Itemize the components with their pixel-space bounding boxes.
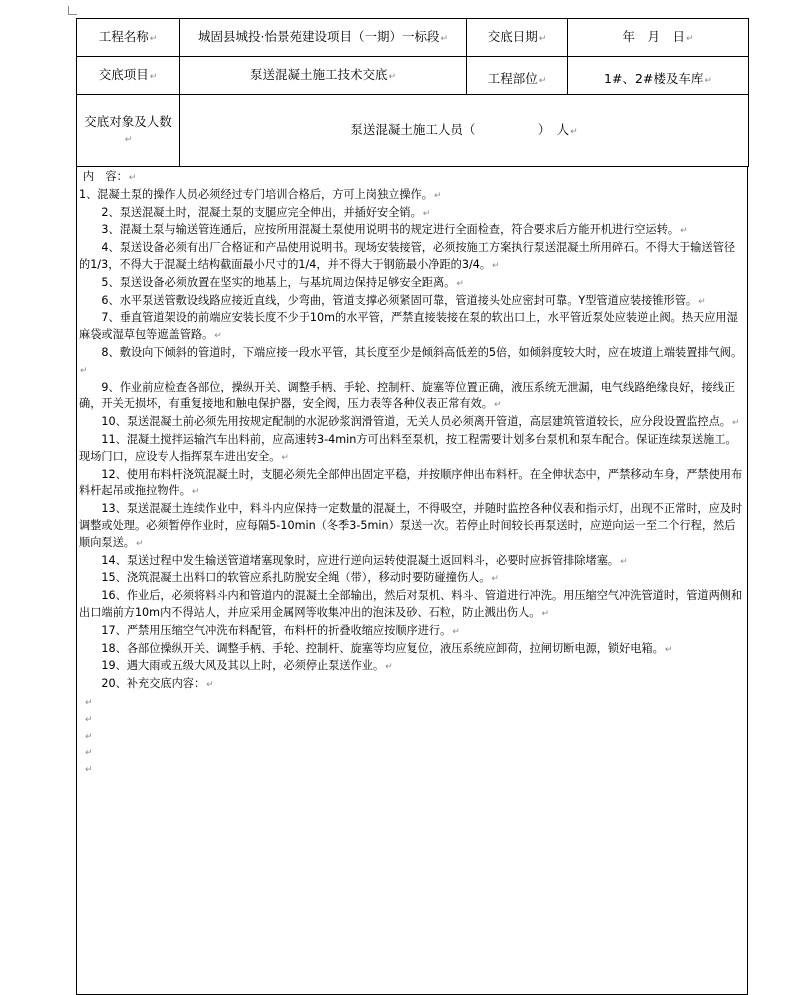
disclosure-form	[76, 18, 748, 995]
location-label: 工程部位↵	[467, 57, 568, 95]
header-table	[76, 18, 749, 167]
content-item-6: 6、水平泵送管敷设线路应接近直线，少弯曲，管道支撑必须紧固可靠，管道接头处应密封可靠。Y型管道应装接锥形管。↵	[101, 293, 706, 307]
item-value: 泵送混凝土施工技术交底↵	[180, 57, 467, 95]
content-item-11: 11、混凝土搅拌运输汽车出料前，应高速转3-4min方可出料至泵机，按工程需要计划多台泵机和泵车配合。保证连续泵送施工。现场门口，应设专人指挥泵车进出安全。↵	[79, 432, 737, 463]
content-item-14: 14、泵送过程中发生输送管道堵塞现象时，应进行逆向运转使混凝土返回料斗，必要时应拆管排除堵塞。↵	[101, 553, 628, 567]
content-item-19: 19、遇大雨或五级大风及其以上时，必须停止泵送作业。↵	[101, 659, 393, 673]
content-heading: 内 容：↵	[83, 170, 137, 183]
blank-line: ↵	[85, 748, 93, 759]
content-item-13: 13、泵送混凝土连续作业中，料斗内应保持一定数量的混凝土，不得吸空，并随时监控各种仪表和指示灯，出现不正常时，应及时调整或处理。必须暂停作业时，应每隔5-10min（冬季3-5min）泵送一次。若停止时间较长再泵送时，应逆向运一至二个行程，然后顺向泵送。↵	[79, 502, 743, 549]
content-item-20: 20、补充交底内容：↵	[101, 677, 214, 691]
audience-value: 泵送混凝土施工人员（ ） 人↵	[180, 95, 749, 167]
content-item-9: 9、作业前应检查各部位，操纵开关、调整手柄、手轮、控制杆、旋塞等位置正确，液压系统无泄漏，电气线路绝缘良好，接线正确，开关无损坏，有重复接地和触电保护器，安全阀，压力表等各种仪表正常有效。↵	[79, 380, 736, 411]
blank-line: ↵	[85, 714, 93, 725]
project-name-value: 城固县城投·怡景苑建设项目（一期）一标段↵	[180, 19, 467, 57]
page-corner-mark	[68, 6, 77, 15]
content-item-3: 3、混凝土泵与输送管连通后，应按所用混凝土泵使用说明书的规定进行全面检查，符合要求后方能开机进行空运转。↵	[101, 223, 688, 237]
content-item-10: 10、泵送混凝土前必须先用按规定配制的水泥砂浆润滑管道，无关人员必须离开管道，高层建筑管道较长，应分段设置监控点。↵	[101, 415, 740, 429]
project-name-label: 工程名称↵	[77, 19, 180, 57]
content-item-12: 12、使用布料杆浇筑混凝土时，支腿必须先全部伸出固定平稳，并按顺序伸出布料杆。在全伸状态中，严禁移动车身，严禁使用布料杆起吊或拖拉物件。↵	[79, 467, 743, 498]
content-item-2: 2、泵送混凝土时，混凝土泵的支腿应完全伸出，并插好安全销。↵	[101, 205, 431, 219]
audience-label: 交底对象及人数↵	[77, 95, 180, 167]
content-item-16: 16、作业后，必须将料斗内和管道内的混凝土全部输出，然后对泵机、料斗、管道进行冲洗。用压缩空气冲洗管道时，管道两侧和出口端前方10m内不得站人，并应采用金属网等收集冲出的泡沫及砂、石粒，防止溅出伤人。↵	[79, 589, 743, 619]
content-item-7: 7、垂直管道架设的前端应安装长度不少于10m的水平管，严禁直接装接在泵的软出口上，水平管近泵处应装逆止阀。热天应用湿麻袋或湿草包等遮盖管路。↵	[79, 311, 738, 342]
blank-line: ↵	[85, 697, 93, 708]
content-item-4: 4、泵送设备必须有出厂合格证和产品使用说明书。现场安装接管，必须按施工方案执行泵送混凝土所用碎石。不得大于输送管径的1/3，不得大于混凝土结构截面最小尺寸的1/4，并不得大于钢筋最小净距的3/4。↵	[79, 241, 736, 271]
blank-line: ↵	[85, 765, 93, 776]
content-item-8: 8、敷设向下倾斜的管道时，下端应接一段水平管，其长度至少是倾斜高低差的5倍，如倾斜度较大时，应在坡道上端装置排气阀。↵	[80, 345, 743, 376]
location-value: 1#、2#楼及车库↵	[568, 57, 749, 95]
content-item-17: 17、严禁用压缩空气冲洗布料配管，布料杆的折叠收缩应按顺序进行。↵	[101, 623, 460, 637]
date-value: 年 月 日↵	[568, 19, 749, 57]
content-item-5: 5、泵送设备必须放置在坚实的地基上，与基坑周边保持足够安全距离。↵	[101, 275, 464, 289]
content-item-1: 1、混凝土泵的操作人员必须经过专门培训合格后，方可上岗独立操作。↵	[79, 187, 442, 201]
date-label: 交底日期↵	[467, 19, 568, 57]
content-item-18: 18、各部位操纵开关、调整手柄、手轮、控制杆、旋塞等均应复位，液压系统应卸荷，拉闸切断电源，锁好电箱。↵	[101, 641, 673, 655]
blank-line: ↵	[85, 731, 93, 742]
content-cell	[76, 167, 748, 995]
content-item-15: 15、浇筑混凝土出料口的软管应系扎防脱安全绳（带），移动时要防碰撞伤人。↵	[101, 571, 499, 585]
item-label: 交底项目↵	[77, 57, 180, 95]
